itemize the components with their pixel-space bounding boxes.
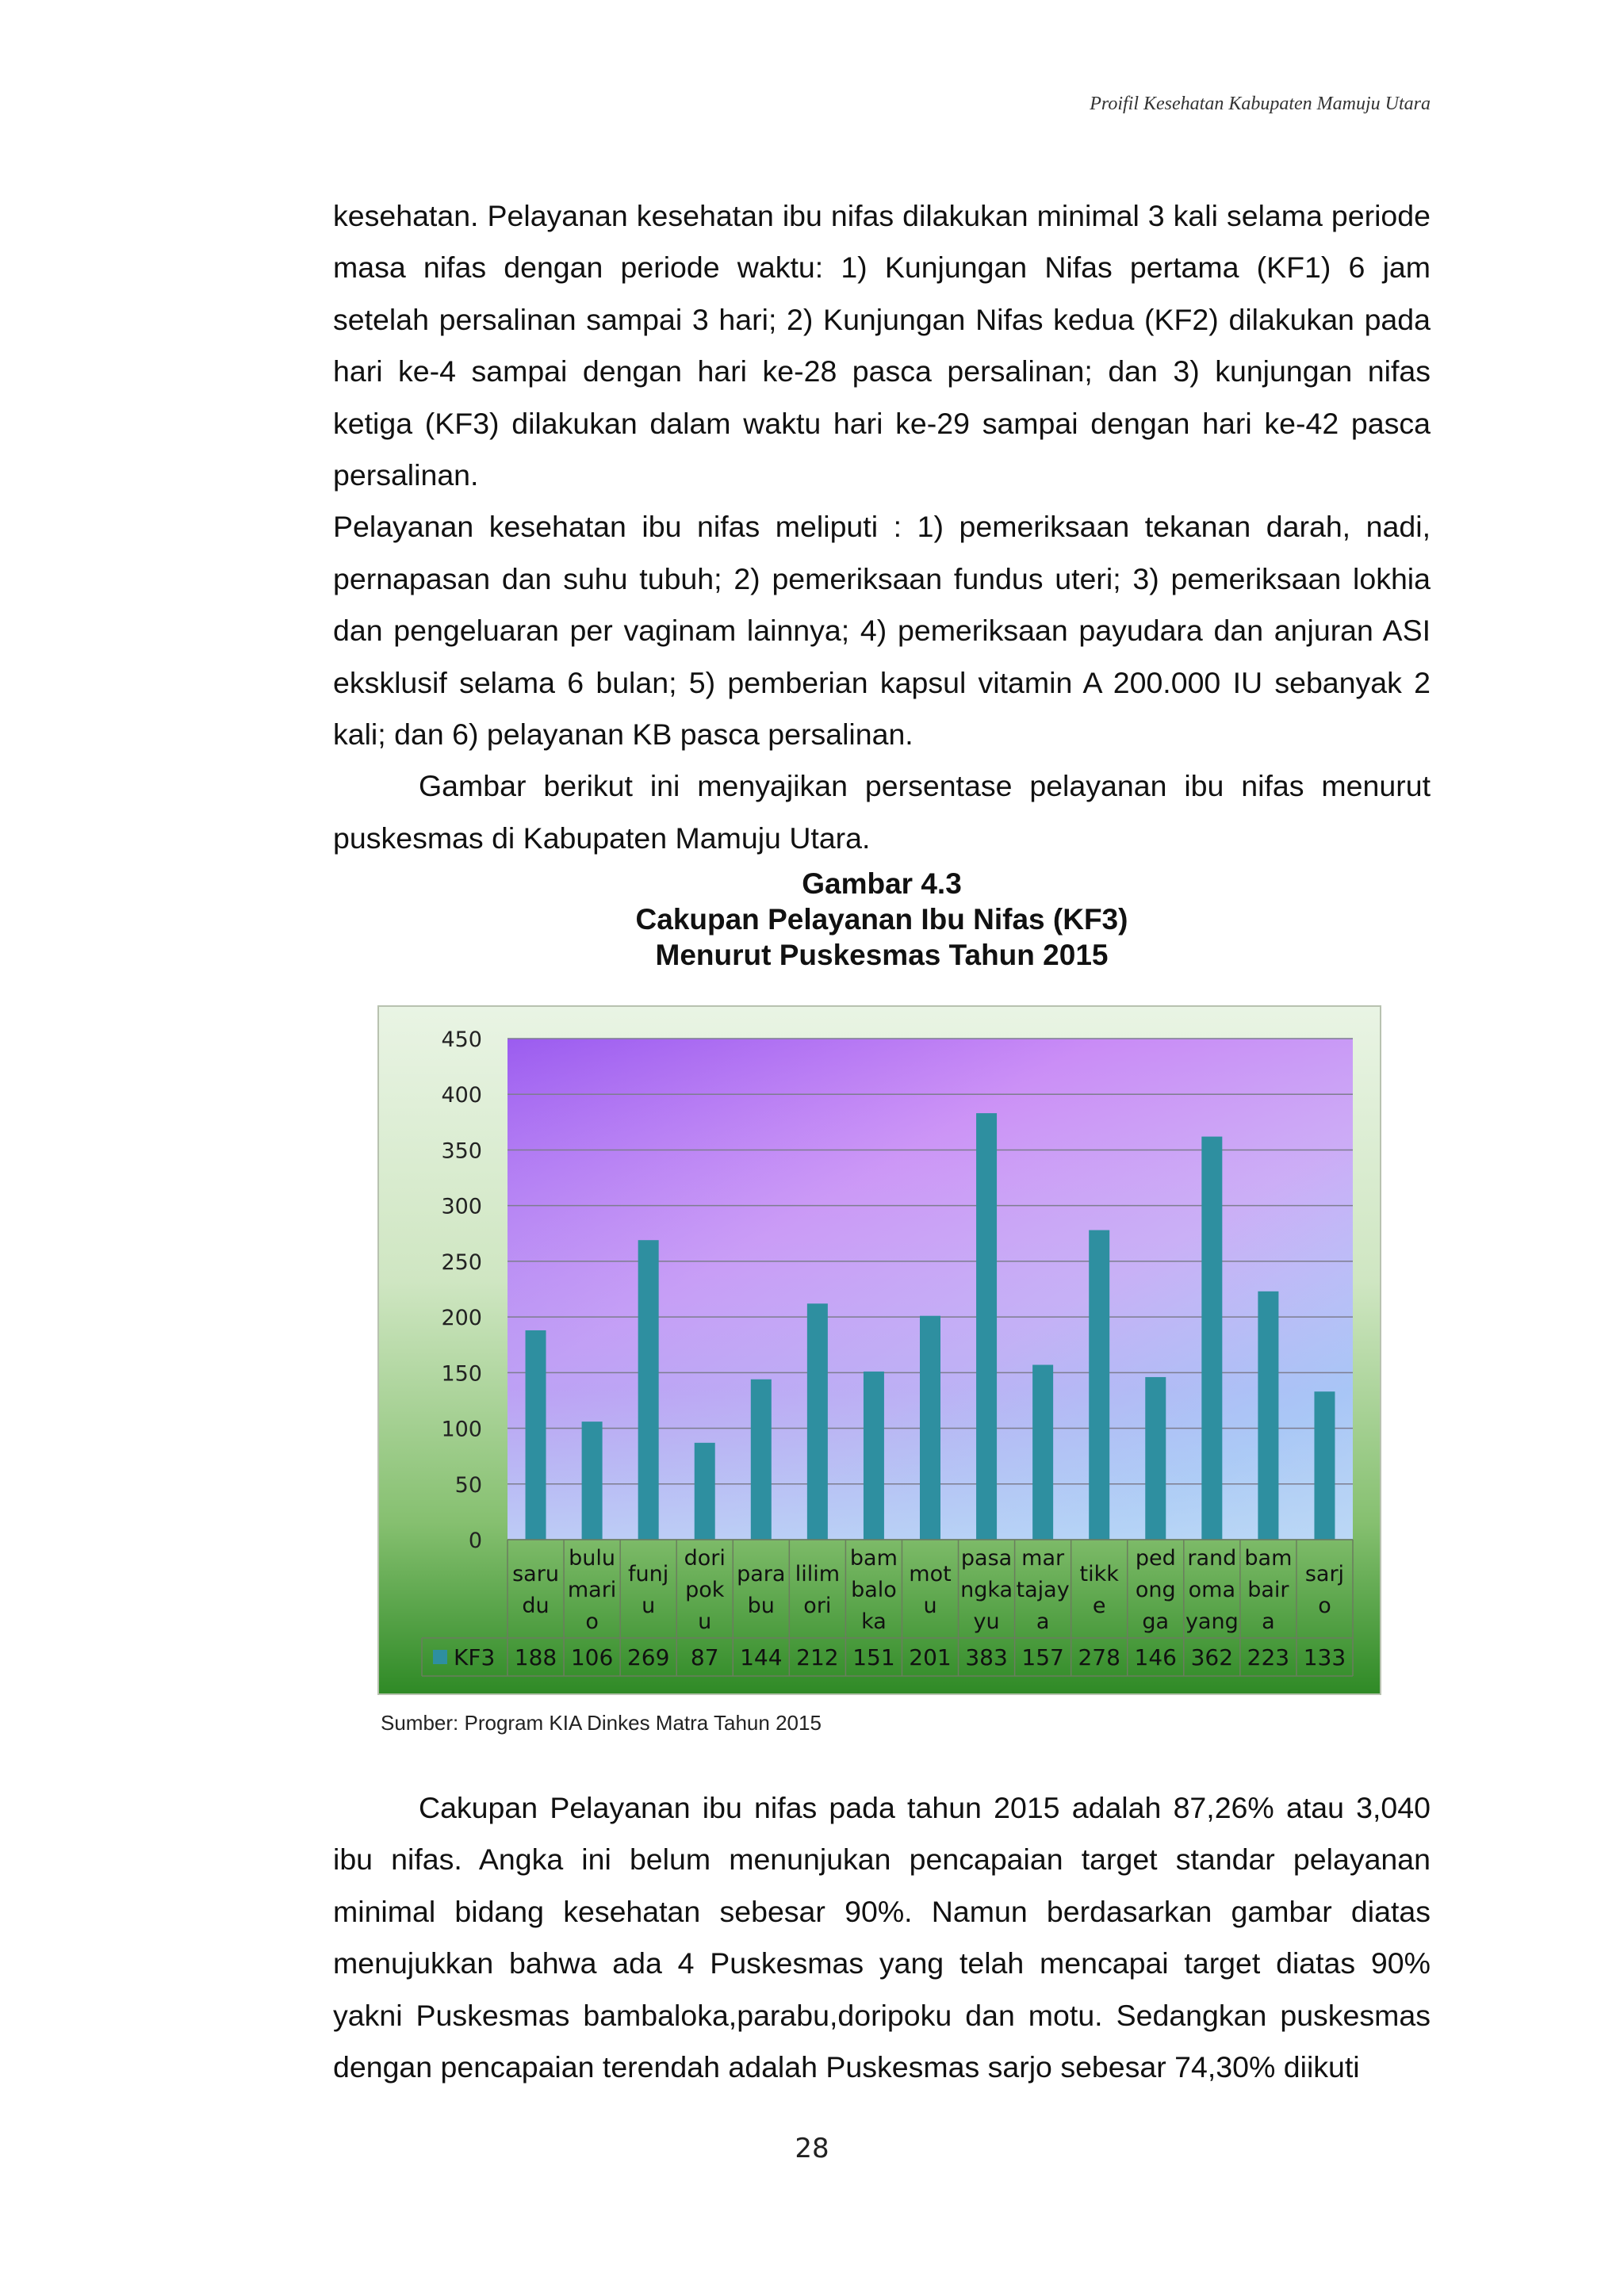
paragraph-kf-visits: kesehatan. Pelayanan kesehatan ibu nifas dilakukan minimal 3 kali selama periode masa nifas dengan periode waktu: 1) Kunjungan Nifas pertama (KF1) 6 jam setelah persalinan sampai 3 hari; 2) Kunjungan Nifas kedua (KF2) dilakukan pada hari ke-4 sampai dengan hari ke-28 pasca persalinan; dan 3) kunjungan nifas ketiga (KF3) dilakukan dalam waktu hari ke-29 sampai dengan hari ke-42 pasca persalinan. — [333, 199, 1431, 492]
data-value-label: 362 — [1190, 1644, 1234, 1670]
bar — [1145, 1377, 1166, 1540]
x-category-label: bam bair a — [1244, 1546, 1293, 1634]
data-value-label: 151 — [852, 1644, 895, 1670]
paragraph-services: Pelayanan kesehatan ibu nifas meliputi : 1) pemeriksaan tekanan darah, nadi, pernapasan dan suhu tubuh; 2) pemeriksaan fundus uteri; 3) pemeriksaan lokhia dan pengeluaran per vaginam lainnya; 4) pemeriksaan payudara dan anjuran ASI eksklusif selama 6 bulan; 5) pemberian kapsul vitamin A 200.000 IU sebanyak 2 kali; dan 6) pelayanan KB pasca persalinan. — [333, 510, 1431, 752]
y-tick-label: 100 — [441, 1417, 482, 1442]
bar-chart — [379, 1007, 1383, 1697]
figure-title-line1: Cakupan Pelayanan Ibu Nifas (KF3) — [635, 903, 1128, 936]
data-value-label: 269 — [626, 1644, 670, 1670]
data-value-label: 212 — [796, 1644, 839, 1670]
x-category-label: para bu — [737, 1562, 786, 1618]
bar — [1032, 1365, 1053, 1540]
data-value-label: 201 — [909, 1644, 952, 1670]
data-value-label: 146 — [1134, 1644, 1177, 1670]
x-category-label: mar tajay a — [1016, 1546, 1070, 1634]
y-tick-label: 300 — [441, 1194, 482, 1219]
data-value-label: 144 — [740, 1644, 783, 1670]
data-value-label: 106 — [570, 1644, 614, 1670]
data-value-label: 383 — [965, 1644, 1008, 1670]
bar — [864, 1372, 884, 1540]
data-value-label: 157 — [1021, 1644, 1064, 1670]
body-text-bottom — [333, 1782, 1431, 2093]
y-tick-label: 50 — [454, 1472, 482, 1498]
x-category-label: lilim ori — [795, 1562, 841, 1618]
page-number: 28 — [795, 2133, 829, 2164]
y-tick-label: 400 — [441, 1083, 482, 1108]
figure-title-line2: Menurut Puskesmas Tahun 2015 — [655, 939, 1109, 971]
figure-source: Sumber: Program KIA Dinkes Matra Tahun 2015 — [381, 1711, 822, 1735]
data-value-label: 223 — [1247, 1644, 1290, 1670]
y-tick-label: 150 — [441, 1361, 482, 1387]
bar — [526, 1330, 546, 1540]
x-category-label: bulu mari o — [567, 1546, 617, 1634]
paragraph-figure-intro: Gambar berikut ini menyajikan persentase pelayanan ibu nifas menurut puskesmas di Kabupaten Mamuju Utara. — [333, 769, 1431, 855]
data-value-label: 87 — [690, 1644, 719, 1670]
bar — [638, 1240, 659, 1540]
bar — [751, 1380, 772, 1540]
bar — [695, 1443, 715, 1540]
bar — [976, 1113, 997, 1540]
data-value-label: 188 — [514, 1644, 557, 1670]
y-tick-label: 250 — [441, 1249, 482, 1275]
x-category-label: dori pok u — [684, 1546, 726, 1634]
data-value-label: 133 — [1303, 1644, 1346, 1670]
x-category-label: tikk e — [1079, 1562, 1119, 1618]
x-category-label: rand oma yang — [1185, 1546, 1239, 1634]
legend-series-name: KF3 — [454, 1644, 496, 1670]
bar — [920, 1316, 940, 1540]
x-category-label: bam balo ka — [849, 1546, 898, 1634]
running-header: Proifil Kesehatan Kabupaten Mamuju Utara — [1090, 94, 1431, 114]
x-category-label: mot u — [909, 1562, 952, 1618]
body-text-top — [333, 190, 1431, 864]
y-tick-label: 350 — [441, 1138, 482, 1164]
data-value-label: 278 — [1078, 1644, 1120, 1670]
figure-number: Gambar 4.3 — [802, 867, 962, 900]
x-category-label: pasa ngka yu — [960, 1546, 1013, 1634]
bar — [807, 1303, 828, 1540]
y-tick-label: 200 — [441, 1306, 482, 1331]
chart-container — [377, 1005, 1381, 1695]
legend-swatch — [433, 1650, 447, 1664]
bar — [1089, 1230, 1109, 1540]
y-tick-label: 0 — [468, 1529, 482, 1553]
paragraph-coverage: Cakupan Pelayanan ibu nifas pada tahun 2015 adalah 87,26% atau 3,040 ibu nifas. Angka ini belum menunjukan pencapaian target standar pelayanan minimal bidang kesehatan sebesar 90%. Namun berdasarkan gambar diatas menujukkan bahwa ada 4 Puskesmas yang telah mencapai target diatas 90% yakni Puskesmas bambaloka,parabu,doripoku dan motu. Sedangkan puskesmas dengan pencapaian terendah adalah Puskesmas sarjo sebesar 74,30% diikuti — [333, 1791, 1431, 2084]
x-category-label: funj u — [628, 1562, 669, 1618]
bar — [1258, 1292, 1278, 1540]
x-category-label: ped ong ga — [1135, 1546, 1176, 1634]
bar — [1201, 1137, 1222, 1540]
y-tick-label: 450 — [441, 1027, 482, 1052]
bar — [582, 1422, 603, 1540]
figure-caption — [333, 866, 1431, 973]
x-category-label: saru du — [512, 1562, 559, 1618]
x-category-label: sarj o — [1304, 1562, 1345, 1618]
bar — [1314, 1391, 1335, 1540]
